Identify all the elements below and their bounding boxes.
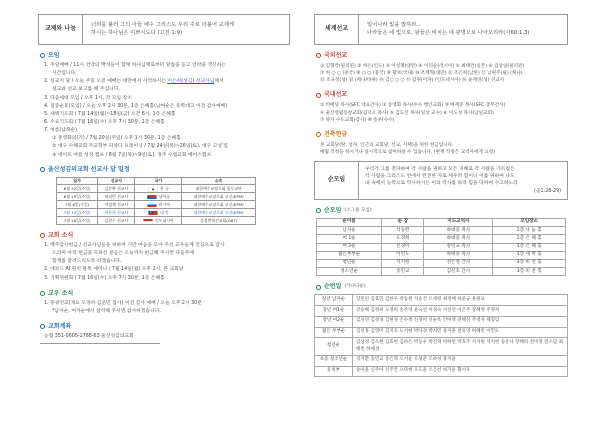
small-group-verse-line: 내 속에서 능력으로 역사하시는 이의 역사를 따라 힘을 다하여 수고하노라 [365,181,518,187]
small-group-heading: 순모임 (소그룹 모임) [316,207,568,215]
fellowship-box [38,14,290,45]
notice-list [38,63,290,160]
right-column [314,14,568,377]
church-news-item: 2. 데브드 AI 원칙 블록 세미나 / 7월 14일(월) 오후 2시, 본 교회당 [44,267,184,273]
small-group-cell: 김선호 간사 [424,268,493,276]
small-group-cell: 신경미 [382,243,424,251]
serving-order-table [314,294,568,377]
serving-order-heading: 순번일 (카나다순) [316,283,568,291]
flag-ru-icon [147,202,157,207]
mission-date: 6월 22일(주일) [57,185,98,193]
member-news-list [38,301,290,316]
flag-za-icon [147,194,157,199]
foreign-mission-line: ⑦ 허 ○ ○ (중국) ⑧ ○ ○ (중국) ⑨ 황보(국내) ⑩ 조재혁(대만) ⑪ 조은희(남한) ⑫ 남원주(필) (케냐) [320,71,523,77]
group-members: 김선홍 김영미 김지호 노서현 박다경 박지민 송지훈 전유영 허혜빈 이민도 [353,327,568,338]
notice-item: ③ 데이트 여름 성경 캠프 / 8월 7일(목)~9일(토), 경주 수엠교회 베이스캠프 [52,152,212,158]
mission-org: 대한예수교장로회 합동교단 [182,185,256,193]
mission-org: 대한예수교장로회 고신(KPM) [182,209,256,217]
group-name: 장년 남자순 [315,295,353,306]
mission-org: 성경번역선교회(GBT) [182,217,256,225]
fellowship-verse-line: 하시는 하나님은 미쁘시도다 (고전 1:9) [91,30,183,37]
mission-verse-line: 일어나라 빛을 발하라... [367,22,422,28]
table-row [317,251,566,259]
foreign-mission-line: ⑬ 조규성(성) 일 (케냐/바위) ⑭ 김○ ○ ○ ⑮ 김원(이파) (인도네시아) ⑯ 윤재연(성) 선교사 [320,78,505,84]
small-group-cell: 하대중 목사 [424,227,493,235]
notice-item: 5. 새벽기도회 / 7월 14일(월)~18일(금) 오전 6시, 1층 은혜홀 [44,111,176,117]
church-news-item: 1. 백주감사헌금 / 선교사님들을 위하여 기만 마음을 모아 주신 교우들께 진심으로 감사 [44,243,225,249]
table-row [315,295,568,306]
small-group-verse-box [314,161,568,200]
flag-kr-icon [148,186,158,191]
fellowship-label: 교제와 나눔 [39,15,83,44]
circle-icon [40,167,45,172]
group-name: 초등 청소년순 [315,355,353,366]
domestic-mission-line: ④ 울산영립동창교회(김덕오 목사) ⑤ 김도신 목사(일상 교수) ⑥ 이도성 목사(남일교회) [320,110,494,116]
table-row [57,193,256,201]
fellowship-verse [83,15,289,44]
table-row [315,355,568,366]
notice-item: 3. 다음세대 모임 / 오후 1시, 각 모임 장소 [44,95,132,101]
missionary-name: 이영채 선교사 [98,201,135,209]
small-group-cell: 젊은부부순 [317,251,382,259]
small-group-cell: 청소년순 [317,268,382,276]
small-group-verse-line: 우리가 그를 전파하여 각 사람을 권하고 모든 지혜로 각 사람을 가르침은 [365,167,515,173]
member-news-item: 1. 동광연교(재요 도경희·김준민 집사) 이전 감사 예배 / 오늘 오후 2시 30분 [44,300,202,306]
mission-date: 7월 13일(주일) [57,209,98,217]
header-cell: 순이름 [317,218,382,226]
group-name: 젊은 부부순 [315,327,353,338]
table-row [315,316,568,327]
building-fund-line: 본 교회당(땅, 성자, 인근의 교회당, 선교, 사택)을 위한 헌금입니다. [320,142,454,148]
table-row [317,259,566,267]
mission-schedule-heading: 울산성김의교회 선교사 달 일정 [40,166,290,174]
mission-country [135,209,182,217]
circle-icon [40,233,45,238]
small-group-header-row [317,218,566,226]
group-name: 장년 여1순 [315,306,353,317]
small-group-cell: 청년순 [317,259,382,267]
header-cell: 소속 [182,177,256,185]
small-group-cell: 송민교 [382,268,424,276]
notice-item: 6. 수요기도회 / 7월 16일(수) 오후 7시 30분, 1층 은혜홀 [44,120,165,126]
table-row [57,209,256,217]
foreign-mission-heading: 국외선교 [316,52,568,60]
mission-date: 6월 29일(주일) [57,193,98,201]
circle-icon [316,208,321,213]
group-name: 장년 여2순 [315,316,353,327]
circle-icon [40,291,45,296]
country-name: 남아공 [158,194,170,200]
notice-item: 설교와 선교 보고를 해 주십니다. [52,87,120,93]
member-news-item: *남자순, 여자순에서 참석해 주시면 감사하겠습니다. [52,308,161,314]
notice-text: 께서 [214,79,224,85]
notice-text: 2. 신교지 당 / 오늘 주일 오전 예배는 대만에서 사역하시는 [44,79,168,85]
group-members: 김사연 김정경 김현경 손수정 신경미 신순옥 안미영 전해선 추영자 채형임 [353,316,568,327]
small-group-verse [359,162,567,199]
account-underline [40,343,160,344]
notice-item: 7. 여름(남북순) [44,128,78,134]
small-group-cell: 하대중 목사 [424,235,493,243]
notice-item: ① 총영화외(가) / 7월 20일(주일) 오후 1시 30분, 1층 은혜홀 [52,136,181,142]
mission-country [135,201,182,209]
country-name: 한 국 [159,186,169,192]
small-group-table [316,218,566,276]
missionary-name: 김문완 선교사 [98,185,135,193]
mission-theme-label: 세계선교 [315,15,359,44]
group-members: 석지환 송민교 송은혁 오서윤 오성준 조하성 홍지율 [353,355,568,366]
church-news-list [38,243,290,283]
small-group-cell: 1층 새 벽 홀 [493,251,566,259]
country-name: 인도네시아 [154,217,174,223]
small-group-cell: 1층 은 혜 홀 [493,243,566,251]
small-group-cell: 1층 나 눔 홀 [493,227,566,235]
table-row [315,338,568,356]
small-group-cell: 1층 은 혜 홀 [493,235,566,243]
notice-item [44,79,290,86]
domestic-mission-line: ① 비매녕 목사(SFC 대표간사) ② 송영화 목사(수수 행인교회) ③ 배재준 목사(SFC 총무간사) [320,103,506,109]
account-heading: 교회계좌 [40,323,290,331]
mission-country [135,185,182,193]
small-group-verse-ref: (골1:28-29) [534,188,561,194]
domestic-mission-list [320,102,568,123]
building-fund-heading: 건축헌금 [316,131,568,139]
notice-item: ② 대구 수해교회 주교학부 파라다 프레이닝 / 7월 24일(목)~26일(토), 대구 고성'집 [52,144,228,150]
small-group-cell: 3층 비 전 홀 [493,268,566,276]
account-number: 농협 351-0605-2788-63 울산성김의교회 [44,333,134,339]
domestic-mission-heading: 국내선교 [316,91,568,99]
table-row [57,185,256,193]
flag-tw-icon [148,210,158,215]
church-news-heading: 교회 소식 [40,232,290,240]
building-fund-text [320,142,568,156]
mission-date: 7월 20일(주일) [57,217,98,225]
table-row [317,235,566,243]
church-news-item: 드리며 아직 헌금을 모하신 분들은 오늘까지 헌금해 주시면 다음주에 [52,251,194,257]
country-name: 대 만 [159,209,169,215]
table-row [57,201,256,209]
mission-org: 대한예수교장로회 고신(KPM) [182,201,256,209]
circle-icon [40,53,45,58]
group-members: 김상경 김소현 김효현 김하은 박동우 박진혁 박하빈 박효주 석지원 석지현 송유나 장혜라 전미정 전소담 최혜빈 하예성 [353,338,568,356]
header-cell: 일자 [57,177,98,185]
mission-theme-box [314,14,568,45]
table-row [57,217,256,225]
foreign-mission-line: ① 김형각(필리핀) ② 허은(인도) ③ 이성철(대만) ④ 이덕순(러시아) ⑤ 최태련(일본) ⑥ 김상일(필리핀) [320,64,525,70]
church-news-item: 합계를 알려드리도록 하겠습니다. [52,259,122,265]
notice-item: 1. 주일예배 / 11시 언약의 백성들이 함께 하나님께로부터 말씀을 듣고 언약을 갱신하는 [44,63,226,69]
small-group-cell: 여 2순 [317,243,382,251]
mission-schedule-table [56,177,256,225]
small-group-cell: 하대중 목사 [424,251,493,259]
group-name: 유치부 [315,366,353,377]
small-group-cell: 석지원 [382,259,424,267]
member-news-heading: 교우 소식 [40,290,290,298]
mission-date: 7월 6일(주일) [57,201,98,209]
header-cell: 국가 [135,177,182,185]
small-group-cell: 송민교 목사 [424,243,493,251]
notice-heading: 모임 [40,52,290,60]
header-cell: 모임장소 [493,218,566,226]
small-group-verse-line: 각 사람을 그리스도 안에서 완전한 자로 세우려 함이니 이를 위하여 나도 [365,174,515,180]
header-cell: 선교사 [98,177,135,185]
foreign-mission-list [320,63,568,84]
mission-org: 대한예수교장로회 고신(KPM) [182,193,256,201]
small-group-verse-label: 순모임 [315,162,359,199]
header-cell: 지도교역자 [424,218,493,226]
small-group-cell: 남자순 [317,227,382,235]
circle-icon [316,132,321,137]
mission-theme-verse [359,15,567,44]
mission-country [135,193,182,201]
notice-item: 시간입니다. [52,71,77,77]
mission-table-header-row [57,177,256,185]
small-group-cell: 3층 비 전 홀 [493,259,566,267]
small-group-cell: 석승완 [382,227,424,235]
circle-icon [316,285,321,290]
circle-icon [316,93,321,98]
table-row [317,243,566,251]
mission-country [135,217,182,225]
table-row [315,327,568,338]
small-group-cell: 도경희 [382,235,424,243]
country-name: 러시아 [158,202,170,208]
circle-icon [316,53,321,58]
group-name: 청년순 [315,338,353,356]
fellowship-verse-line: 너희를 불러 그의 아들 예수 그리스도 우리 주로 더불어 교제케 [91,22,235,28]
small-group-cell: 여 1순 [317,235,382,243]
table-row [315,306,568,317]
circle-icon [40,324,45,329]
left-column [38,14,290,344]
small-group-cell: 이민도 [382,251,424,259]
table-row [315,366,568,377]
table-row [317,227,566,235]
flag-id-icon [143,218,153,223]
highlighted-name: 이은희(성김) 선교사님 [167,79,215,85]
group-members: 강승해 김정희 도경희 송주영 윤숙연 이경숙 이상선 이은주 장혜영 주정자 [353,306,568,317]
header-cell: 순 장 [382,218,424,226]
missionary-name: 이은희 선교사 [98,209,135,217]
building-fund-line: 매월 작정을 하시거나 일시적으로 참여하실 수 있습니다. (현재 작정은 교역자에게 요청) [320,149,495,155]
notice-item: 4. 집중운동(모임) / 오늘 오후 2시 30분, 1층 은혜홀(남여순은 동쪽대고 이전 감사예배) [44,103,228,109]
small-group-cell: 전은영 간사 [424,259,493,267]
church-news-item: 3. 기획위원회 / 7월 16일(수) 오후 7시 30분, 1층 은혜홀 [44,275,165,281]
table-row [317,268,566,276]
domestic-mission-line: ⑦ 양자 수도교회(감사) ⑧ 송우(수수) [320,117,395,123]
missionary-name: 김현수 선교사 [98,217,135,225]
mission-verse-line: 나라들은 네 빛으로, 왕들은 비치는 네 광명으로 나아오리라(사60:1,3) [367,30,530,37]
missionary-name: 허리빈 선교사 [98,193,135,201]
group-members: 송아윤 신주아 신주안 오다현 오도윤 오은선 허가윤 황서우 [353,366,568,377]
group-members: 장민된 김효민 김한우 박동원 석승진 오세원 최정배 하준규 홍원표 [353,295,568,306]
